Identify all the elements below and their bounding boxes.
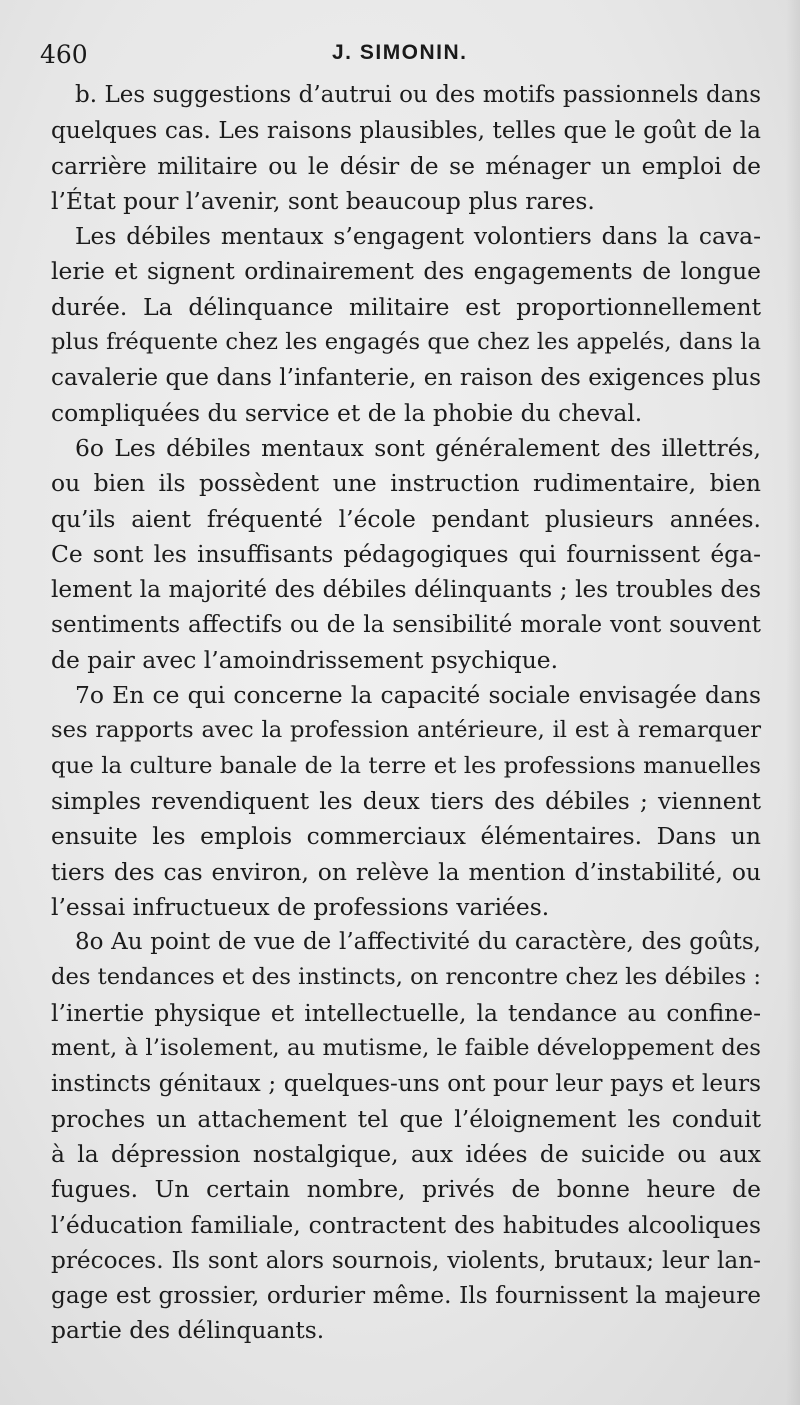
paragraph (51, 925, 761, 1349)
text-line: carrière militaire ou le désir de se ménager un emploi de (51, 151, 761, 180)
paragraph (51, 219, 761, 431)
text-line: fugues. Un certain nombre, privés de bonne heure de (51, 1175, 761, 1204)
text-line: 6o Les débiles mentaux sont généralement des illettrés, (75, 433, 761, 462)
text-line: Ce sont les insuffisants pédagogiques qui fournissent éga- (51, 539, 761, 568)
text-line: durée. La délinquance militaire est proportionnellement (51, 292, 761, 321)
page-header (40, 36, 760, 76)
text-line: ses rapports avec la profession antérieure, il est à remarquer (51, 717, 761, 744)
text-line: qu’ils aient fréquenté l’école pendant plusieurs années. (51, 504, 761, 533)
text-line: Les débiles mentaux s’engagent volontiers dans la cava- (75, 222, 761, 251)
text-line: gage est grossier, ordurier même. Ils fournissent la majeure (51, 1282, 761, 1310)
text-line: lement la majorité des débiles délinquants ; les troubles des (51, 576, 761, 604)
text-line: proches un attachement tel que l’éloignement les conduit (51, 1104, 761, 1133)
page-edge-shadow (786, 0, 800, 1405)
text-line: l’éducation familiale, contractent des habitudes alcooliques (51, 1210, 761, 1239)
running-head: J. SIMONIN. (332, 41, 468, 64)
paragraph (51, 678, 761, 925)
paragraph (51, 78, 761, 219)
paragraph (51, 431, 761, 678)
text-line: b. Les suggestions d’autrui ou des motifs passionnels dans (75, 82, 761, 108)
text-line: l’essai infructueux de professions variées. (51, 892, 550, 921)
text-line: l’État pour l’avenir, sont beaucoup plus rares. (51, 186, 595, 215)
text-line: cavalerie que dans l’infanterie, en raison des exigences plus (51, 364, 761, 392)
text-line: instincts génitaux ; quelques-uns ont pour leur pays et leurs (51, 1070, 761, 1098)
text-line: à la dépression nostalgique, aux idées de suicide ou aux (51, 1139, 761, 1168)
text-line: ou bien ils possèdent une instruction rudimentaire, bien (51, 469, 761, 498)
text-line: quelques cas. Les raisons plausibles, telles que le goût de la (51, 117, 761, 145)
text-line: ensuite les emplois commerciaux élémentaires. Dans un (51, 822, 761, 851)
text-line: partie des délinquants. (51, 1316, 325, 1345)
text-line: compliquées du service et de la phobie du cheval. (51, 398, 643, 427)
text-line: l’inertie physique et intellectuelle, la tendance au confine- (51, 998, 761, 1027)
text-line: 8o Au point de vue de l’affectivité du caractère, des goûts, (75, 929, 761, 956)
text-line: précoces. Ils sont alors sournois, violents, brutaux; leur lan- (51, 1246, 761, 1274)
text-line: simples revendiquent les deux tiers des débiles ; viennent (51, 786, 761, 815)
text-line: sentiments affectifs ou de la sensibilité morale vont souvent (51, 611, 761, 639)
text-line: plus fréquente chez les engagés que chez les appelés, dans la (51, 329, 761, 356)
text-line: de pair avec l’amoindrissement psychique. (51, 645, 559, 674)
text-line: lerie et signent ordinairement des engagements de longue (51, 257, 761, 286)
body-text (51, 78, 761, 1349)
text-line: des tendances et des instincts, on rencontre chez les débiles : (51, 964, 761, 991)
text-line: tiers des cas environ, on relève la mention d’instabilité, ou (51, 857, 761, 886)
text-line: ment, à l’isolement, au mutisme, le faible développement des (51, 1035, 761, 1062)
text-line: 7o En ce qui concerne la capacité sociale envisagée dans (75, 681, 761, 710)
page-number: 460 (40, 40, 88, 69)
text-line: que la culture banale de la terre et les professions manuelles (51, 752, 761, 779)
